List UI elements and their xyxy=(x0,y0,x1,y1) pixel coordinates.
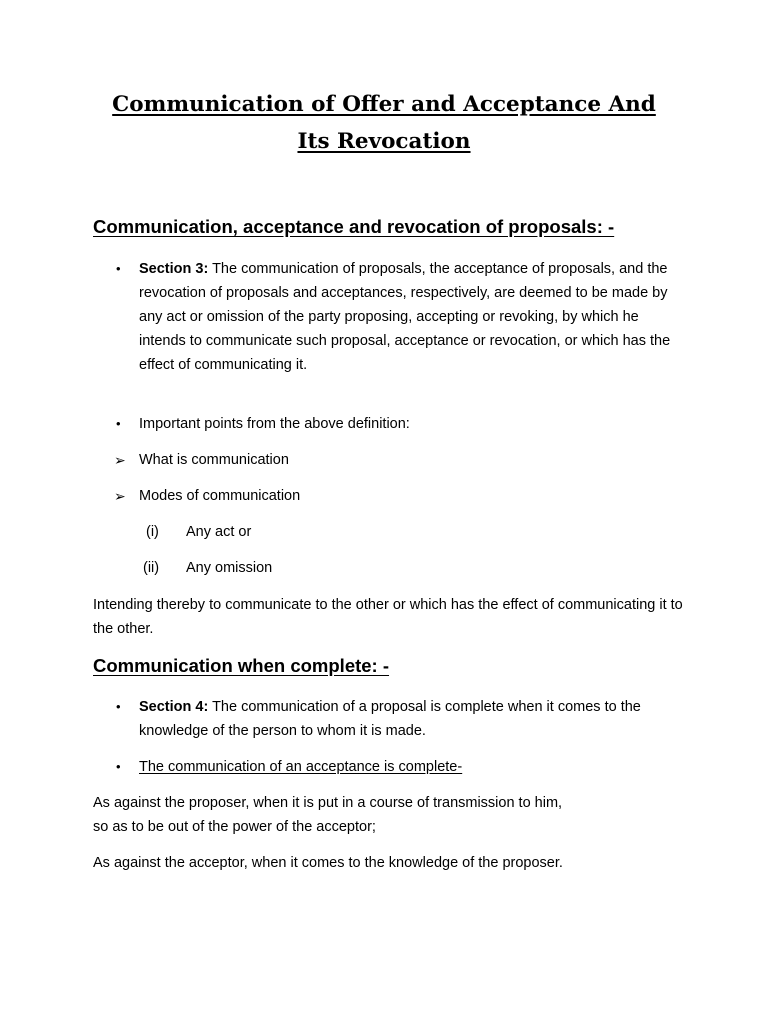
section-4-label: Section 4: xyxy=(139,699,209,715)
section-3-label: Section 3: xyxy=(139,261,209,277)
roman-item-text: Any omission xyxy=(186,560,273,576)
document-title xyxy=(60,86,708,160)
acceptor-paragraph: As against the acceptor, when it comes to the knowledge of the proposer. xyxy=(93,855,563,871)
arrow-item-text: What is communication xyxy=(139,452,289,468)
proposer-paragraph xyxy=(93,791,693,839)
title-line-2: Its Revocation xyxy=(297,129,471,154)
proposer-line-1: As against the proposer, when it is put in a course of transmission to him, xyxy=(93,795,563,811)
section-4-text: The communication of a proposal is complete when it comes to the knowledge of the person to whom it is made. xyxy=(139,699,641,739)
section-3-text: The communication of proposals, the acceptance of proposals, and the revocation of proposals and acceptances, respectively, are deemed to be made by any act or omission of the party proposing, accepting or revoking, by which he intends to communicate such proposal, acceptance or revocation, or which has the effect of communicating it. xyxy=(139,261,671,373)
arrow-item-text: Modes of communication xyxy=(139,488,301,504)
important-points-text: Important points from the above definition: xyxy=(139,416,410,432)
section-heading-proposals xyxy=(93,216,614,238)
section-4-text-block xyxy=(139,695,679,743)
roman-item-text: Any act or xyxy=(186,524,252,540)
title-line-1: Communication of Offer and Acceptance And xyxy=(112,92,656,117)
section-3-text-block xyxy=(139,257,679,377)
roman-numeral: (ii) xyxy=(143,560,160,576)
arrow-bullet-icon: ➢ xyxy=(114,488,126,504)
acceptance-complete-text: The communication of an acceptance is complete- xyxy=(139,759,463,775)
bullet-dot: • xyxy=(116,759,121,774)
arrow-bullet-icon: ➢ xyxy=(114,452,126,468)
bullet-dot: • xyxy=(116,699,121,714)
section-heading-text: Communication, acceptance and revocation of proposals: - xyxy=(93,216,615,237)
section-heading-text: Communication when complete: - xyxy=(93,655,390,676)
bullet-dot: • xyxy=(116,261,121,276)
roman-numeral: (i) xyxy=(146,524,159,540)
section-heading-communication-complete xyxy=(93,655,389,677)
bullet-dot: • xyxy=(116,416,121,431)
closing-paragraph: Intending thereby to communicate to the other or which has the effect of communicating it to the other. xyxy=(93,597,683,637)
proposer-line-2: so as to be out of the power of the acceptor; xyxy=(93,819,376,835)
